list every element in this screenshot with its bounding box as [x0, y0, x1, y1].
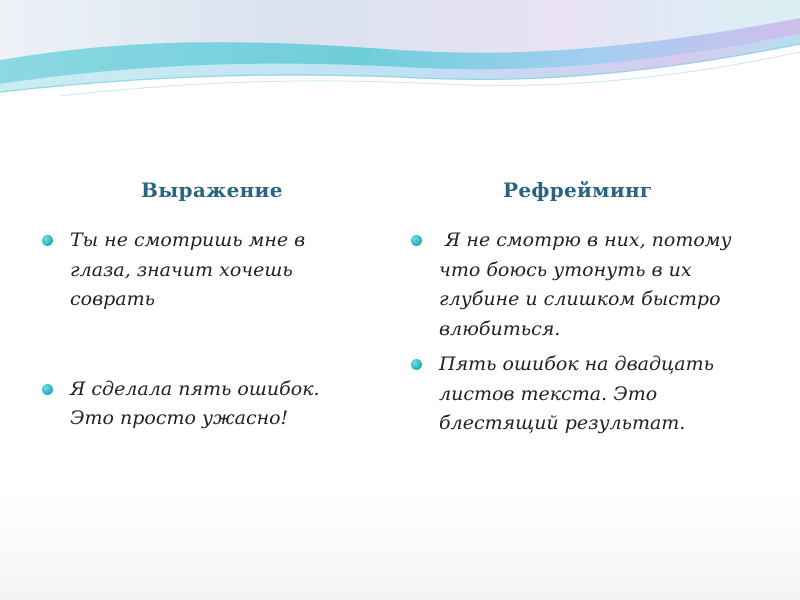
- list-item-text: Пять ошибок на двадцать листов текста. Это блестящий результат.: [439, 353, 714, 434]
- round-teal-bullet-icon: [42, 235, 53, 246]
- list-item-text: Я сделала пять ошибок. Это просто ужасно!: [70, 377, 320, 429]
- round-teal-bullet-icon: [411, 359, 422, 370]
- list-item: [411, 226, 761, 344]
- round-teal-bullet-icon: [411, 235, 422, 246]
- list-item: [42, 226, 362, 315]
- column-heading-expression: Выражение: [141, 178, 283, 202]
- round-teal-bullet-icon: [42, 384, 53, 395]
- list-item: [411, 350, 761, 439]
- list-item-text: Я не смотрю в них, потому что боюсь утонуть в их глубине и слишком быстро влюбиться.: [439, 229, 738, 340]
- list-item-text: Ты не смотришь мне в глаза, значит хочешь соврать: [70, 229, 306, 310]
- list-item: [42, 375, 362, 434]
- reframing-list: [411, 226, 761, 439]
- decorative-wave-header: [0, 0, 800, 110]
- expression-list: [42, 226, 362, 434]
- column-heading-reframing: Рефрейминг: [503, 178, 653, 202]
